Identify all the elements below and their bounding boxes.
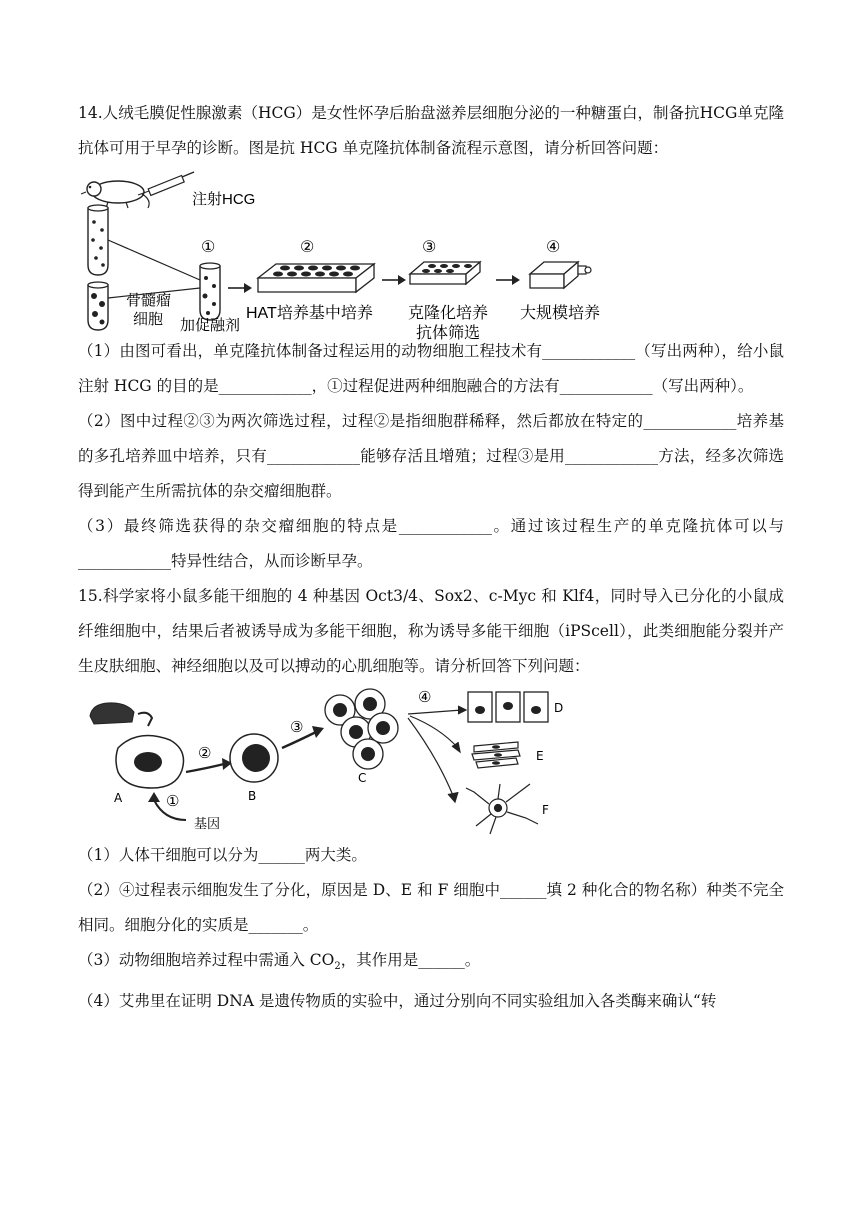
culture-flask-icon bbox=[530, 237, 591, 288]
q15-sub4: （4）艾弗里在证明 DNA 是遗传物质的实验中，通过分别向不同实验组加入各类酶来确认“转 bbox=[78, 992, 717, 1011]
arrow-icon bbox=[496, 275, 520, 285]
cell-group-d bbox=[468, 692, 548, 722]
q15-sub1: （1）人体干细胞可以分为______两大类。 bbox=[78, 846, 367, 864]
mouse-icon bbox=[90, 703, 152, 726]
q15-intro: 15.科学家将小鼠多能干细胞的 4 种基因 Oct3/4、Sox2、c-Myc 和 Klf4，同时导入已分化的小鼠成纤维细胞中，结果后者被诱导成为多能干细胞，称为诱导多能干细胞（iPScell），此类细胞能分裂并产生皮肤细胞、神经细胞以及可以搏动的心肌细胞等。请分析回答下列问题： bbox=[78, 587, 784, 675]
step-3-label: ③ bbox=[422, 237, 437, 256]
q15-sub3-post: ，其作用是______。 bbox=[340, 951, 481, 969]
clone-plate-icon bbox=[410, 237, 480, 284]
label-c: C bbox=[358, 771, 367, 785]
q15-sub2: （2）④过程表示细胞发生了分化，原因是 D、E 和 F 细胞中______填 2 种化合的物名称）种类不完全相同。细胞分化的实质是_______。 bbox=[78, 881, 784, 934]
label-a: A bbox=[114, 791, 123, 805]
large-scale-label: 大规模培养 bbox=[520, 305, 601, 322]
q15-sub3-pre: （3）动物细胞培养过程中需通入 CO bbox=[78, 951, 335, 969]
myeloma-label-2: 细胞 bbox=[133, 311, 164, 328]
cell-a bbox=[116, 736, 184, 789]
q14-figure bbox=[78, 170, 784, 342]
label-b: B bbox=[248, 789, 257, 803]
step-1-label: ① bbox=[166, 792, 180, 810]
cell-b bbox=[230, 734, 278, 782]
cell-cluster-c bbox=[325, 689, 398, 769]
q14-intro: 14.人绒毛膜促性腺激素（HCG）是女性怀孕后胎盘滋养层细胞分泌的一种糖蛋白，制备抗HCG单克隆抗体可用于早孕的诊断。图是抗 HCG 单克隆抗体制备流程示意图，请分析回答问题： bbox=[78, 104, 784, 157]
step-2-label: ② bbox=[198, 744, 212, 762]
clone-label-2: 抗体筛选 bbox=[416, 325, 481, 342]
q14-sub1: （1）由图可看出，单克隆抗体制备过程运用的动物细胞工程技术有____________（写出两种），给小鼠注射 HCG 的目的是____________，①过程促进两种细胞融合的方法有____________（写出两种）。 bbox=[78, 342, 784, 395]
branch-arrows-icon bbox=[408, 706, 466, 802]
q14-sub2: （2）图中过程②③为两次筛选过程，过程②是指细胞群稀释，然后都放在特定的____________培养基的多孔培养皿中培养，只有____________能够存活且增殖；过程③是用____________方法，经多次筛选得到能产生所需抗体的杂交瘤细胞群。 bbox=[78, 412, 784, 500]
hat-label: HAT培养基中培养 bbox=[246, 305, 373, 322]
co2-subscript: 2 bbox=[334, 961, 341, 973]
arrow-icon bbox=[228, 283, 252, 293]
cell-group-e bbox=[472, 742, 520, 768]
clone-label-1: 克隆化培养 bbox=[408, 305, 489, 322]
q15-figure bbox=[78, 688, 784, 836]
label-f: F bbox=[542, 803, 549, 817]
connector-line bbox=[108, 240, 200, 280]
step-1-label: ① bbox=[201, 237, 216, 256]
q14-sub3: （3）最终筛选获得的杂交瘤细胞的特点是____________。通过该过程生产的单克隆抗体可以与____________特异性结合，从而诊断早孕。 bbox=[78, 517, 784, 570]
label-d: D bbox=[554, 701, 564, 715]
inject-hcg-label: 注射HCG bbox=[192, 191, 256, 208]
spleen-cell-tube bbox=[88, 205, 108, 275]
multiwell-plate-icon bbox=[258, 237, 374, 292]
myeloma-cell-tube bbox=[88, 282, 108, 330]
step-3-label: ③ bbox=[290, 718, 304, 736]
ips-cell-diagram bbox=[78, 688, 784, 836]
q15-sub3 bbox=[78, 943, 784, 984]
antibody-flow-diagram bbox=[78, 170, 784, 342]
step-4-label: ④ bbox=[418, 688, 432, 706]
arrow-icon bbox=[382, 275, 406, 285]
label-e: E bbox=[536, 749, 544, 763]
fusion-label: 加促融剂 bbox=[180, 317, 241, 334]
gene-label: 基因 bbox=[194, 816, 221, 831]
step-4-label: ④ bbox=[546, 237, 561, 256]
syringe-icon bbox=[138, 172, 194, 195]
document-page bbox=[78, 96, 784, 1019]
fusion-tube bbox=[200, 237, 220, 320]
step-2-label: ② bbox=[300, 237, 315, 256]
neuron-f bbox=[466, 784, 538, 834]
myeloma-label-1: 骨髓瘤 bbox=[126, 292, 172, 309]
